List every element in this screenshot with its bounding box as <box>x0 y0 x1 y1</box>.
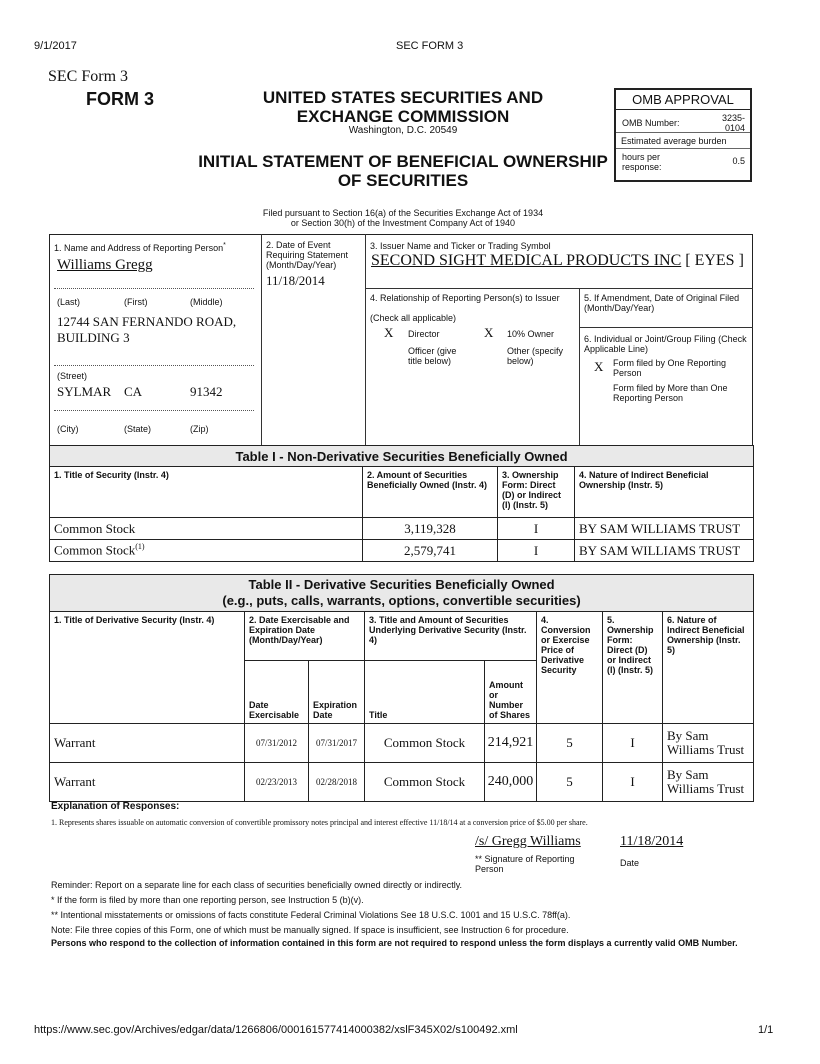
t1-amount: 3,119,328 <box>363 518 498 540</box>
filed-pursuant-2: or Section 30(h) of the Investment Company Act of 1940 <box>290 218 516 228</box>
relationship-label: 4. Relationship of Reporting Person(s) to Issuer <box>370 293 560 303</box>
table-row: Warrant <box>50 763 245 802</box>
address-line-1: 12744 SAN FERNANDO ROAD, <box>57 314 237 329</box>
filing-more-label: Form filed by More than One Reporting Person <box>613 383 728 403</box>
director-mark: X <box>384 325 394 340</box>
table-2-title: Table II - Derivative Securities Beneficially Owned (e.g., puts, calls, warrants, options, convertible securities) <box>50 575 754 612</box>
t2-price: 5 <box>537 724 603 763</box>
t1-header-title: 1. Title of Security (Instr. 4) <box>50 467 363 518</box>
print-url: https://www.sec.gov/Archives/edgar/data/1266806/000161577414000382/xslF345X02/s100492.xml <box>34 1024 518 1036</box>
first-label: (First) <box>124 297 148 307</box>
print-date: 9/1/2017 <box>34 40 77 52</box>
t2-header-under-title: Title <box>365 661 485 724</box>
t2-expiration: 02/28/2018 <box>309 763 365 802</box>
t2-expiration: 07/31/2017 <box>309 724 365 763</box>
other-label: Other (specify below) <box>507 346 564 366</box>
table-1 <box>49 445 753 562</box>
t2-under-title: Common Stock <box>365 724 485 763</box>
t2-header-nature: 6. Nature of Indirect Beneficial Ownership (Instr. 5) <box>663 612 754 724</box>
t2-under-title: Common Stock <box>365 763 485 802</box>
last-label: (Last) <box>57 297 81 307</box>
signature-label: ** Signature of Reporting Person <box>475 854 575 874</box>
explanation-title: Explanation of Responses: <box>51 801 180 812</box>
doc-title: SEC Form 3 <box>48 68 129 85</box>
issuer-name: SECOND SIGHT MEDICAL PRODUCTS INC [ EYES ] <box>371 252 744 269</box>
table-1-title: Table I - Non-Derivative Securities Beneficially Owned <box>50 446 754 467</box>
file-note: Note: File three copies of this Form, one of which must be manually signed. If space is insufficient, see Instruction 6 for procedure. <box>51 925 569 935</box>
state-value: CA <box>124 384 143 399</box>
table-2 <box>49 574 753 802</box>
relationship-check: (Check all applicable) <box>370 313 457 323</box>
table-row: Common Stock <box>50 518 363 540</box>
t2-header-dates: 2. Date Exercisable and Expiration Date (Month/Day/Year) <box>245 612 365 661</box>
signature-value: /s/ Gregg Williams <box>475 834 581 849</box>
event-date-label: 2. Date of Event Requiring Statement (Month/Day/Year) <box>266 240 349 270</box>
amendment-label: 5. If Amendment, Date of Original Filed (Month/Day/Year) <box>584 293 740 313</box>
zip-value: 91342 <box>190 384 223 399</box>
issuer-label: 3. Issuer Name and Ticker or Trading Symbol <box>370 241 551 251</box>
starstar-note: ** Intentional misstatements or omissions of facts constitute Federal Criminal Violations See 18 U.S.C. 1001 and 15 U.S.C. 78ff(a). <box>51 910 571 920</box>
t2-header-expiration: Expiration Date <box>309 661 365 724</box>
explanation-note-1: 1. Represents shares issuable on automatic conversion of convertible promissory notes principal and interest effective 11/18/14 at a conversion price of $5.00 per share. <box>51 818 588 827</box>
t1-form: I <box>498 518 575 540</box>
zip-label: (Zip) <box>190 424 209 434</box>
city-value: SYLMAR <box>57 384 112 399</box>
omb-hours-value: 0.5 <box>732 156 745 166</box>
omb-hours-label: hours per response: <box>622 152 662 172</box>
signature-date: 11/18/2014 <box>620 834 684 849</box>
reminder-text: Reminder: Report on a separate line for each class of securities beneficially owned directly or indirectly. <box>51 880 463 890</box>
owner-label: 10% Owner <box>507 329 555 339</box>
signature-date-label: Date <box>620 858 640 868</box>
address-line-2: BUILDING 3 <box>57 330 130 345</box>
print-title: SEC FORM 3 <box>396 40 464 52</box>
t2-nature: By Sam Williams Trust <box>663 763 754 802</box>
t2-price: 5 <box>537 763 603 802</box>
table-row: Warrant <box>50 724 245 763</box>
filing-one-mark: X <box>594 359 604 374</box>
t2-header-under-amount: Amount or Number of Shares <box>485 661 537 724</box>
omb-approval-box <box>614 88 752 182</box>
t2-header-form: 5. Ownership Form: Direct (D) or Indirect (I) (Instr. 5) <box>603 612 663 724</box>
omb-burden-label: Estimated average burden <box>616 133 750 149</box>
reporting-person-label: 1. Name and Address of Reporting Person* <box>54 242 226 253</box>
print-page: 1/1 <box>758 1024 774 1036</box>
officer-label: Officer (give title below) <box>408 346 457 366</box>
t1-header-amount: 2. Amount of Securities Beneficially Owned (Instr. 4) <box>363 467 498 518</box>
t2-header-underlying: 3. Title and Amount of Securities Underlying Derivative Security (Instr. 4) <box>365 612 537 661</box>
omb-number-value: 3235-0104 <box>721 113 745 133</box>
filed-pursuant: Filed pursuant to Section 16(a) of the Securities Exchange Act of 1934 <box>262 208 544 218</box>
street-label: (Street) <box>57 371 88 381</box>
t2-under-amount: 240,000 <box>485 763 537 802</box>
agency-city: Washington, D.C. 20549 <box>348 125 458 136</box>
t1-form: I <box>498 540 575 562</box>
middle-label: (Middle) <box>190 297 223 307</box>
t2-header-title: 1. Title of Derivative Security (Instr. 4) <box>50 612 245 724</box>
filing-one-label: Form filed by One Reporting Person <box>613 358 727 378</box>
reporting-person-name: Williams Gregg <box>57 257 153 273</box>
omb-number-label: OMB Number: <box>622 118 680 128</box>
omb-title: OMB APPROVAL <box>616 90 750 110</box>
state-label: (State) <box>124 424 152 434</box>
t1-nature: BY SAM WILLIAMS TRUST <box>575 518 754 540</box>
t2-header-exercisable: Date Exercisable <box>245 661 309 724</box>
owner-mark: X <box>484 325 494 340</box>
t1-header-nature: 4. Nature of Indirect Beneficial Ownership (Instr. 5) <box>575 467 754 518</box>
table-row: Common Stock$^{(1)}$ <box>50 540 363 562</box>
t2-exercisable: 02/23/2013 <box>245 763 309 802</box>
t1-nature: BY SAM WILLIAMS TRUST <box>575 540 754 562</box>
t1-header-form: 3. Ownership Form: Direct (D) or Indirect (I) (Instr. 5) <box>498 467 575 518</box>
t2-nature: By Sam Williams Trust <box>663 724 754 763</box>
star-note: * If the form is filed by more than one reporting person, see Instruction 5 (b)(v). <box>51 895 364 905</box>
t2-exercisable: 07/31/2012 <box>245 724 309 763</box>
event-date-value: 11/18/2014 <box>266 273 325 288</box>
persons-note: Persons who respond to the collection of information contained in this form are not required to respond unless the form displays a currently valid OMB Number. <box>51 938 738 948</box>
statement-title: INITIAL STATEMENT OF BENEFICIAL OWNERSHIP OF SECURITIES <box>198 152 608 190</box>
t2-header-price: 4. Conversion or Exercise Price of Derivative Security <box>537 612 603 724</box>
city-label: (City) <box>57 424 79 434</box>
agency-name: UNITED STATES SECURITIES AND EXCHANGE COMMISSION <box>262 88 544 126</box>
t2-form: I <box>603 724 663 763</box>
director-label: Director <box>408 329 440 339</box>
t2-form: I <box>603 763 663 802</box>
form-label: FORM 3 <box>86 89 155 109</box>
t2-under-amount: 214,921 <box>485 724 537 763</box>
filing-label: 6. Individual or Joint/Group Filing (Check Applicable Line) <box>584 334 747 354</box>
t1-amount: 2,579,741 <box>363 540 498 562</box>
